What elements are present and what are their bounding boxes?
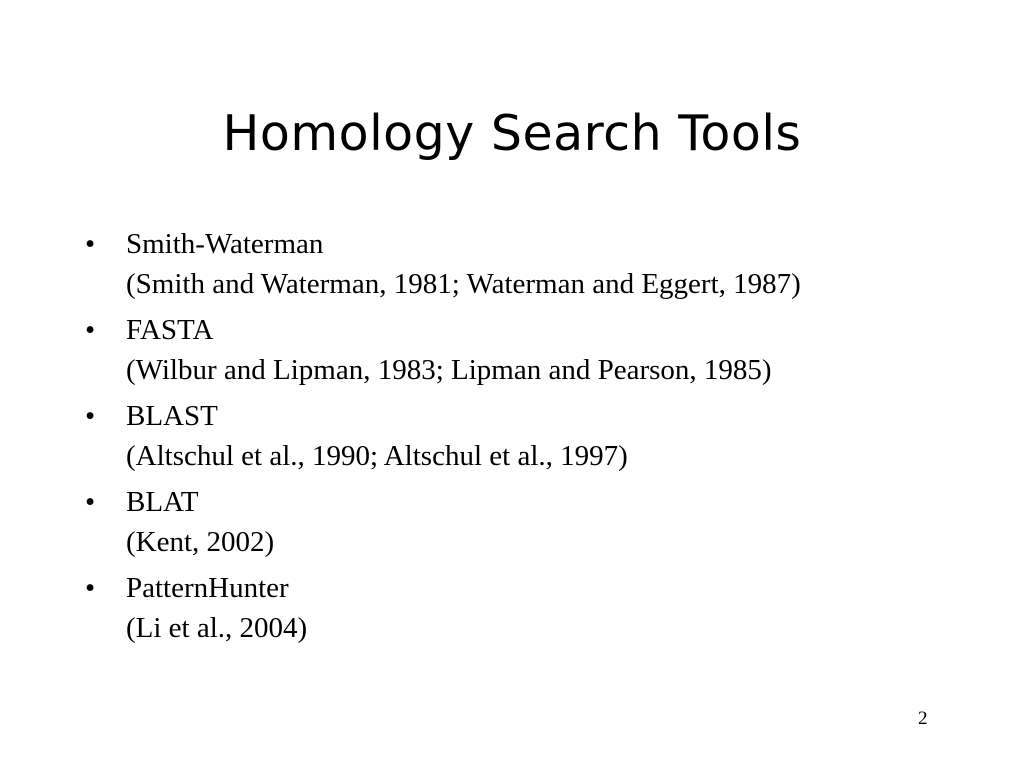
bullet-item-patternhunter xyxy=(85,570,985,646)
tool-citation: (Li et al., 2004) xyxy=(126,612,308,644)
tool-name: BLAST xyxy=(126,400,218,432)
bullet-item-blat xyxy=(85,484,985,560)
page-number: 2 xyxy=(918,708,928,729)
tool-citation: (Smith and Waterman, 1981; Waterman and Eggert, 1987) xyxy=(126,268,801,300)
tool-citation: (Wilbur and Lipman, 1983; Lipman and Pearson, 1985) xyxy=(126,354,772,386)
bullet-list xyxy=(85,226,985,646)
tool-name: BLAT xyxy=(126,486,199,518)
tool-name: FASTA xyxy=(126,314,214,346)
tool-citation: (Kent, 2002) xyxy=(126,526,275,558)
bullet-icon: • xyxy=(85,400,96,432)
bullet-item-blast xyxy=(85,398,985,474)
slide-title: Homology Search Tools xyxy=(222,105,802,162)
tool-citation: (Altschul et al., 1990; Altschul et al., 1997) xyxy=(126,440,628,472)
bullet-icon: • xyxy=(85,572,96,604)
bullet-icon: • xyxy=(85,228,96,260)
bullet-icon: • xyxy=(85,486,96,518)
bullet-icon: • xyxy=(85,314,96,346)
tool-name: PatternHunter xyxy=(126,572,289,604)
bullet-item-fasta xyxy=(85,312,985,388)
tool-name: Smith-Waterman xyxy=(126,228,324,260)
bullet-item-smith-waterman xyxy=(85,226,985,302)
